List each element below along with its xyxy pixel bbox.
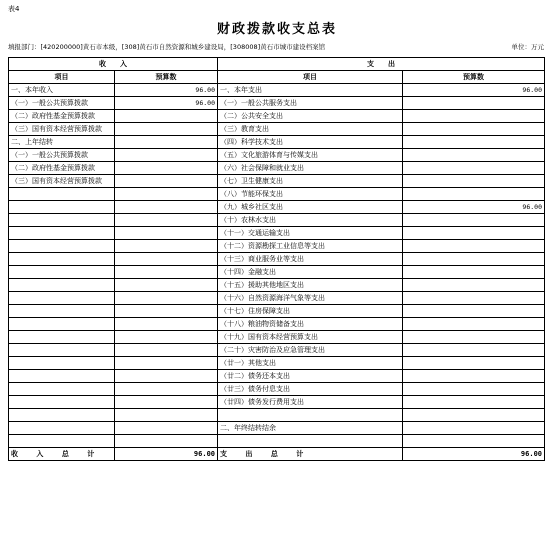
table-number: 表4	[8, 5, 20, 13]
income-budget-cell	[115, 175, 218, 188]
income-budget-cell	[115, 383, 218, 396]
table-row	[9, 253, 545, 266]
expense-item-cell: （十六）自然资源海洋气象等支出	[218, 292, 403, 305]
income-item-cell	[9, 409, 115, 422]
expense-item-cell: （廿二）债务还本支出	[218, 370, 403, 383]
table-row	[9, 409, 545, 422]
table-row	[9, 201, 545, 214]
expense-item-cell: （八）节能环保支出	[218, 188, 403, 201]
expense-budget-cell	[403, 292, 545, 305]
income-budget-cell	[115, 266, 218, 279]
table-row	[9, 266, 545, 279]
income-budget-cell	[115, 214, 218, 227]
expense-item-cell: （十三）商业服务业等支出	[218, 253, 403, 266]
income-item-cell: 二、上年结转	[9, 136, 115, 149]
income-item-cell	[9, 253, 115, 266]
income-section-header: 收 入	[9, 58, 218, 71]
expense-budget-cell	[403, 422, 545, 435]
expense-item-cell: （四）科学技术支出	[218, 136, 403, 149]
income-item-cell	[9, 383, 115, 396]
expense-item-cell: （廿三）债务付息支出	[218, 383, 403, 396]
income-budget-cell	[115, 162, 218, 175]
table-row	[9, 175, 545, 188]
table-row	[9, 240, 545, 253]
expense-budget-cell	[403, 383, 545, 396]
expense-item-cell: （二十）灾害防治及应急管理支出	[218, 344, 403, 357]
expense-item-cell: （十五）援助其他地区支出	[218, 279, 403, 292]
income-item-cell: （二）政府性基金预算拨款	[9, 162, 115, 175]
income-item-cell	[9, 292, 115, 305]
table-row	[9, 344, 545, 357]
income-budget-cell	[115, 318, 218, 331]
budget-table	[8, 57, 545, 461]
expense-budget-cell	[403, 227, 545, 240]
income-item-cell	[9, 396, 115, 409]
income-item-cell: 一、本年收入	[9, 84, 115, 97]
income-budget-header: 预算数	[115, 71, 218, 84]
income-item-cell	[9, 214, 115, 227]
expense-item-cell: （十二）资源勘探工业信息等支出	[218, 240, 403, 253]
income-budget-cell	[115, 357, 218, 370]
income-item-cell	[9, 318, 115, 331]
expense-budget-cell	[403, 305, 545, 318]
income-item-cell	[9, 201, 115, 214]
expense-item-cell: （一）一般公共服务支出	[218, 97, 403, 110]
income-budget-cell	[115, 435, 218, 448]
expense-item-cell: （七）卫生健康支出	[218, 175, 403, 188]
expense-budget-cell	[403, 162, 545, 175]
income-budget-cell	[115, 123, 218, 136]
income-budget-cell	[115, 396, 218, 409]
expense-item-cell: （十一）交通运输支出	[218, 227, 403, 240]
expense-item-cell: （十九）国有资本经营预算支出	[218, 331, 403, 344]
income-budget-cell	[115, 136, 218, 149]
expense-item-cell: （九）城乡社区支出	[218, 201, 403, 214]
income-item-cell	[9, 227, 115, 240]
table-row	[9, 357, 545, 370]
expense-budget-header: 预算数	[403, 71, 545, 84]
table-row	[9, 123, 545, 136]
income-item-cell: （三）国有资本经营预算拨款	[9, 175, 115, 188]
income-item-cell	[9, 305, 115, 318]
expense-item-cell: （三）教育支出	[218, 123, 403, 136]
income-budget-cell	[115, 227, 218, 240]
expense-budget-cell	[403, 253, 545, 266]
table-row	[9, 149, 545, 162]
unit-of-measure: 单位：万元	[511, 43, 544, 51]
income-budget-cell	[115, 370, 218, 383]
income-budget-cell	[115, 240, 218, 253]
income-budget-cell	[115, 344, 218, 357]
table-row	[9, 318, 545, 331]
expense-budget-cell	[403, 357, 545, 370]
expense-item-cell: （十八）粮油物资储备支出	[218, 318, 403, 331]
page-title: 财政拨款收支总表	[216, 22, 337, 37]
expense-budget-cell: 96.00	[403, 84, 545, 97]
expense-item-cell: （十四）金融支出	[218, 266, 403, 279]
table-row	[9, 370, 545, 383]
section-header-row	[9, 58, 545, 71]
expense-item-cell: （十七）住房保障支出	[218, 305, 403, 318]
table-row	[9, 279, 545, 292]
expense-item-cell: 一、本年支出	[218, 84, 403, 97]
income-item-cell	[9, 422, 115, 435]
totals-row	[9, 448, 545, 461]
income-budget-cell	[115, 110, 218, 123]
income-item-cell	[9, 435, 115, 448]
table-row	[9, 305, 545, 318]
expense-budget-cell	[403, 240, 545, 253]
expense-item-cell	[218, 409, 403, 422]
expense-budget-cell	[403, 266, 545, 279]
income-item-cell	[9, 357, 115, 370]
expense-item-cell: （廿一）其他支出	[218, 357, 403, 370]
expense-item-cell: （六）社会保障和就业支出	[218, 162, 403, 175]
income-budget-cell: 96.00	[115, 84, 218, 97]
income-budget-cell	[115, 149, 218, 162]
income-total-label: 收 入 总 计	[9, 448, 115, 461]
income-item-cell: （三）国有资本经营预算拨款	[9, 123, 115, 136]
income-item-cell	[9, 279, 115, 292]
expense-section-header: 支 出	[218, 58, 545, 71]
table-row	[9, 396, 545, 409]
table-row	[9, 162, 545, 175]
expense-budget-cell	[403, 175, 545, 188]
income-item-cell: （一）一般公共预算拨款	[9, 97, 115, 110]
income-budget-cell	[115, 188, 218, 201]
table-row	[9, 136, 545, 149]
income-item-cell	[9, 331, 115, 344]
table-row	[9, 97, 545, 110]
expense-budget-cell	[403, 110, 545, 123]
income-item-header: 项目	[9, 71, 115, 84]
expense-item-cell: 二、年终结转结余	[218, 422, 403, 435]
table-row	[9, 422, 545, 435]
table-row	[9, 214, 545, 227]
expense-budget-cell	[403, 396, 545, 409]
reporting-unit: 填报部门：[420200000]黄石市本级，[308]黄石市自然资源和城乡建设局，[308008]黄石市城市建设档案馆	[8, 43, 326, 51]
expense-budget-cell	[403, 435, 545, 448]
income-item-cell	[9, 266, 115, 279]
expense-budget-cell	[403, 279, 545, 292]
income-item-cell	[9, 344, 115, 357]
income-budget-cell	[115, 305, 218, 318]
table-row	[9, 110, 545, 123]
expense-budget-cell	[403, 214, 545, 227]
expense-item-header: 项目	[218, 71, 403, 84]
table-row	[9, 383, 545, 396]
expense-budget-cell	[403, 136, 545, 149]
table-row	[9, 188, 545, 201]
income-budget-cell	[115, 422, 218, 435]
expense-budget-cell	[403, 344, 545, 357]
expense-item-cell: （廿四）债务发行费用支出	[218, 396, 403, 409]
income-budget-cell	[115, 201, 218, 214]
column-header-row	[9, 71, 545, 84]
expense-total-value: 96.00	[403, 448, 545, 461]
income-budget-cell	[115, 279, 218, 292]
income-budget-cell	[115, 292, 218, 305]
expense-budget-cell	[403, 370, 545, 383]
expense-budget-cell	[403, 318, 545, 331]
income-item-cell	[9, 240, 115, 253]
report-meta	[8, 42, 544, 51]
income-item-cell	[9, 188, 115, 201]
table-row	[9, 435, 545, 448]
table-row	[9, 331, 545, 344]
income-budget-cell: 96.00	[115, 97, 218, 110]
expense-budget-cell	[403, 188, 545, 201]
expense-budget-cell	[403, 149, 545, 162]
table-row	[9, 292, 545, 305]
expense-budget-cell	[403, 97, 545, 110]
expense-item-cell: （五）文化旅游体育与传媒支出	[218, 149, 403, 162]
expense-item-cell: （十）农林水支出	[218, 214, 403, 227]
table-row	[9, 84, 545, 97]
expense-item-cell	[218, 435, 403, 448]
expense-budget-cell	[403, 409, 545, 422]
income-budget-cell	[115, 409, 218, 422]
income-item-cell: （一）一般公共预算拨款	[9, 149, 115, 162]
expense-budget-cell: 96.00	[403, 201, 545, 214]
expense-budget-cell	[403, 123, 545, 136]
income-item-cell: （二）政府性基金预算拨款	[9, 110, 115, 123]
income-total-value: 96.00	[115, 448, 218, 461]
table-row	[9, 227, 545, 240]
income-budget-cell	[115, 331, 218, 344]
income-item-cell	[9, 370, 115, 383]
expense-budget-cell	[403, 331, 545, 344]
income-budget-cell	[115, 253, 218, 266]
expense-item-cell: （二）公共安全支出	[218, 110, 403, 123]
expense-total-label: 支 出 总 计	[218, 448, 403, 461]
